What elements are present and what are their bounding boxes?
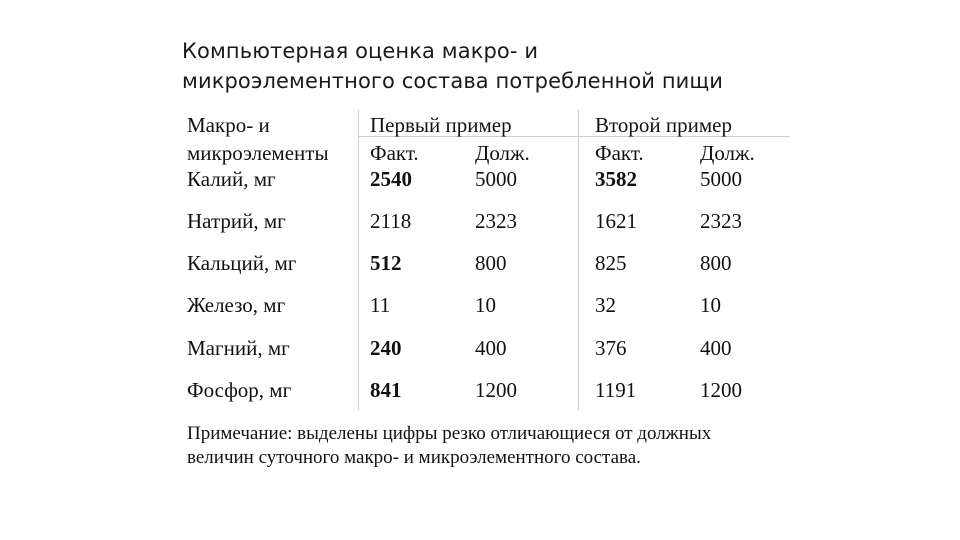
row-fact-2: 32 — [595, 293, 616, 317]
row-due-1: 1200 — [475, 378, 517, 402]
row-name: Железо, мг — [187, 293, 286, 317]
row-name: Кальций, мг — [187, 251, 297, 275]
row-due-1: 5000 — [475, 167, 517, 191]
row-due-2: 800 — [700, 251, 732, 275]
header-elements-line-1: Макро- и — [187, 113, 270, 137]
row-fact-1: 240 — [370, 336, 402, 360]
header-due-2: Долж. — [700, 141, 755, 165]
row-due-2: 1200 — [700, 378, 742, 402]
row-due-1: 10 — [475, 293, 496, 317]
row-due-2: 5000 — [700, 167, 742, 191]
row-due-2: 10 — [700, 293, 721, 317]
header-elements-line-2: микроэлементы — [187, 141, 329, 165]
row-fact-1: 512 — [370, 251, 402, 275]
row-due-1: 800 — [475, 251, 507, 275]
slide-title-line-2: микроэлементного состава потребленной пищи — [182, 69, 724, 93]
row-due-2: 2323 — [700, 209, 742, 233]
slide-title-line-1: Компьютерная оценка макро- и — [182, 39, 539, 63]
row-fact-2: 1621 — [595, 209, 637, 233]
row-due-1: 2323 — [475, 209, 517, 233]
header-fact-1: Факт. — [370, 141, 419, 165]
table-note: Примечание: выделены цифры резко отличающиеся от должных величин суточного макро- и микроэлементного состава. — [187, 423, 712, 468]
slide-title — [182, 36, 822, 96]
row-fact-2: 825 — [595, 251, 627, 275]
header-second-example: Второй пример — [595, 113, 732, 137]
row-fact-1: 11 — [370, 293, 391, 317]
header-due-1: Долж. — [475, 141, 530, 165]
row-due-1: 400 — [475, 336, 507, 360]
table-divider-vertical-2 — [578, 110, 579, 410]
row-fact-1: 2540 — [370, 167, 412, 191]
row-fact-2: 376 — [595, 336, 627, 360]
row-fact-1: 2118 — [370, 209, 412, 233]
row-name: Магний, мг — [187, 336, 290, 360]
row-fact-2: 3582 — [595, 167, 637, 191]
header-first-example: Первый пример — [370, 113, 512, 137]
row-name: Калий, мг — [187, 167, 276, 191]
row-name: Натрий, мг — [187, 209, 286, 233]
table-divider-vertical-1 — [358, 110, 359, 410]
elements-table — [180, 110, 790, 500]
row-fact-2: 1191 — [595, 378, 637, 402]
row-name: Фосфор, мг — [187, 378, 292, 402]
header-fact-2: Факт. — [595, 141, 644, 165]
row-fact-1: 841 — [370, 378, 402, 402]
row-due-2: 400 — [700, 336, 732, 360]
